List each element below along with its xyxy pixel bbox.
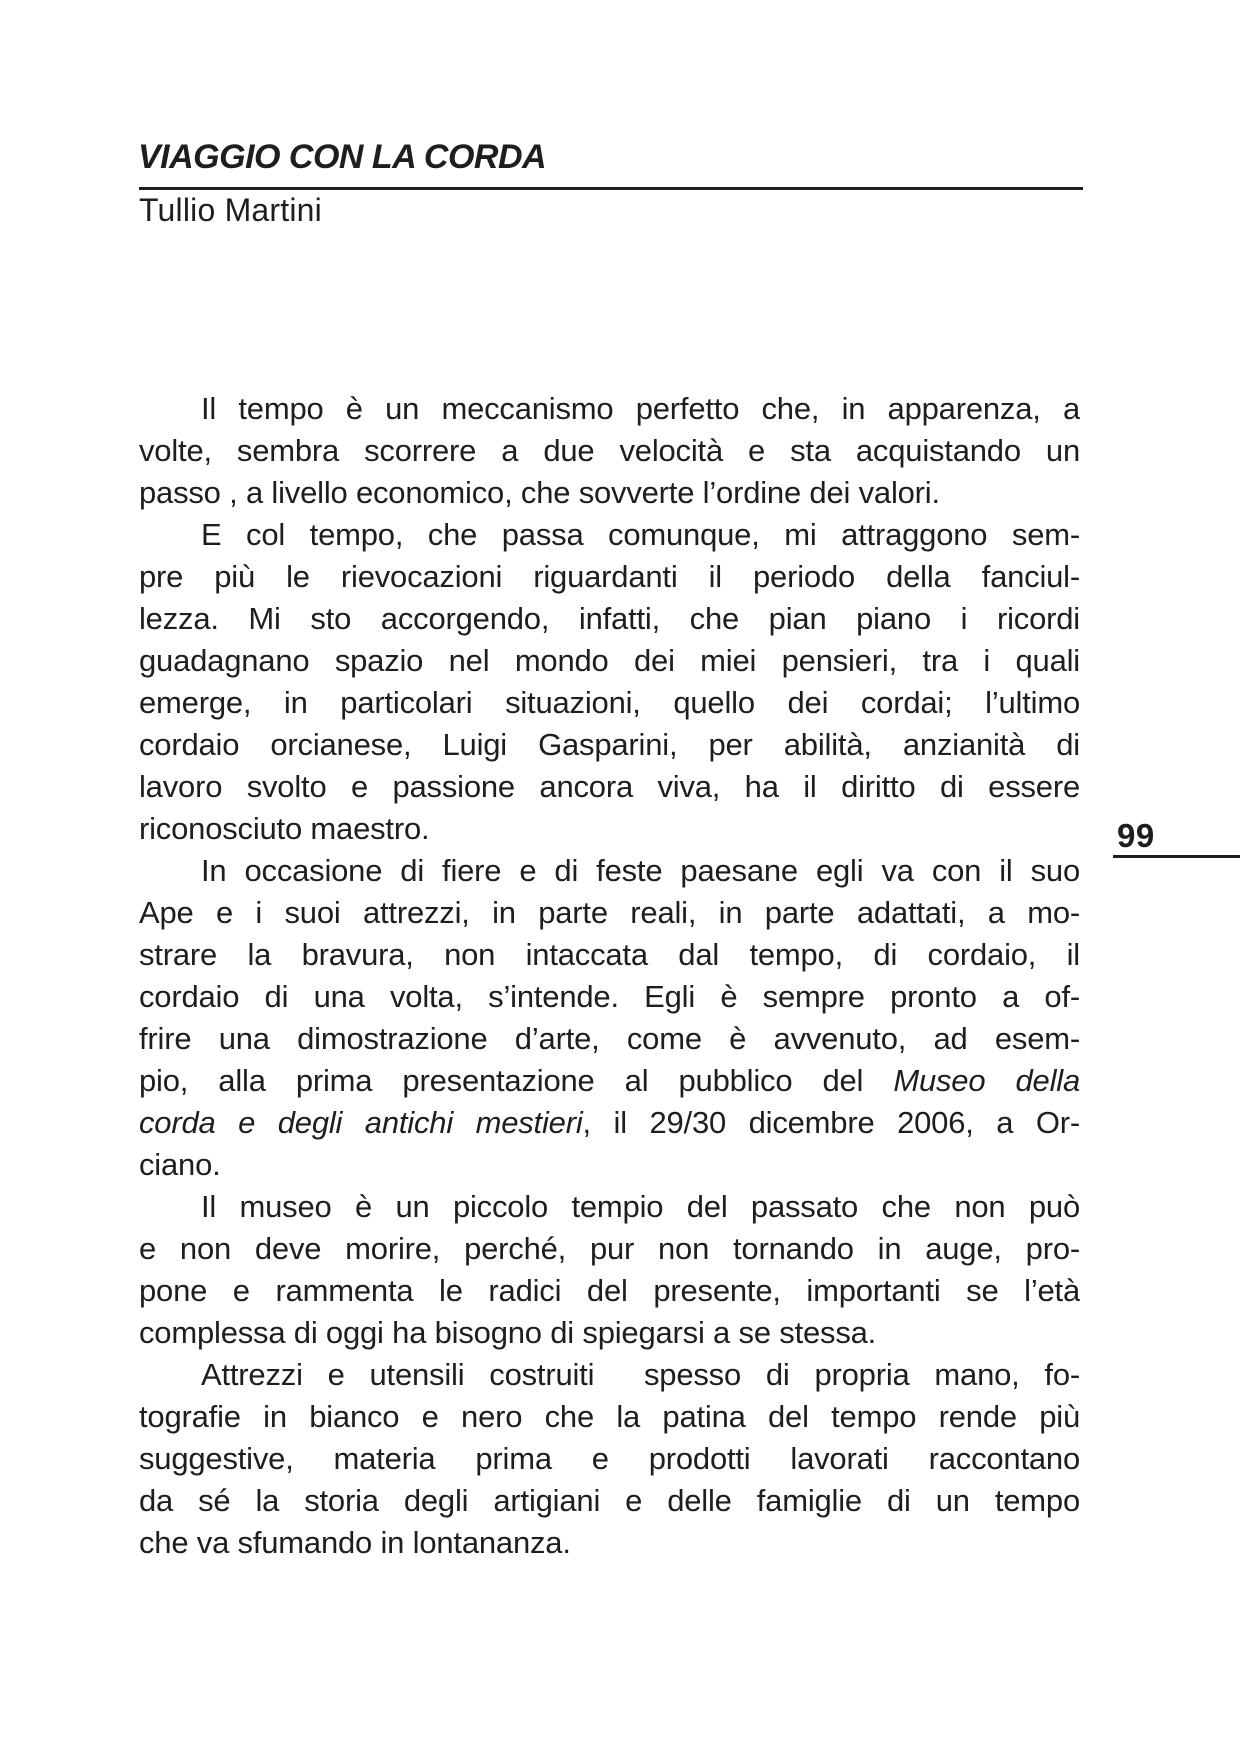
text-line	[139, 934, 1080, 976]
text-line	[139, 1144, 1080, 1186]
text-segment: tografie in bianco e nero che la patina del tempo rende più	[139, 1399, 1080, 1434]
text-line	[139, 1312, 1080, 1354]
text-line	[139, 808, 1080, 850]
page-number-divider	[1113, 855, 1240, 858]
text-segment: complessa di oggi ha bisogno di spiegarsi a se stessa.	[139, 1315, 877, 1350]
text-segment: Il tempo è un meccanismo perfetto che, in apparenza, a	[201, 391, 1080, 426]
text-line	[139, 388, 1080, 430]
article	[139, 388, 1080, 1564]
text-line	[139, 1018, 1080, 1060]
text-segment: ciano.	[139, 1147, 221, 1182]
text-line	[139, 1522, 1080, 1564]
text-line	[139, 640, 1080, 682]
title-divider	[139, 187, 1083, 190]
text-line	[139, 598, 1080, 640]
text-segment: pone e rammenta le radici del presente, importanti se l’età	[139, 1273, 1080, 1308]
text-line	[139, 724, 1080, 766]
text-segment: pre più le rievocazioni riguardanti il periodo della fanciul-	[139, 559, 1080, 594]
text-line	[139, 1102, 1080, 1144]
text-segment: lavoro svolto e passione ancora viva, ha il diritto di essere	[139, 769, 1080, 804]
text-line	[139, 1186, 1080, 1228]
text-line	[139, 1396, 1080, 1438]
text-segment: Ape e i suoi attrezzi, in parte reali, in parte adattati, a mo-	[139, 895, 1080, 930]
page-number: 99	[1117, 817, 1155, 854]
text-segment: e non deve morire, perché, pur non tornando in auge, pro-	[139, 1231, 1080, 1266]
page-number-block	[1113, 819, 1240, 858]
paragraph	[139, 1186, 1080, 1354]
text-line	[139, 766, 1080, 808]
text-segment: che va sfumando in lontananza.	[139, 1525, 571, 1560]
text-line	[139, 1270, 1080, 1312]
text-segment: lezza. Mi sto accorgendo, infatti, che pian piano i ricordi	[139, 601, 1080, 636]
text-line	[139, 556, 1080, 598]
text-segment: emerge, in particolari situazioni, quello dei cordai; l’ultimo	[139, 685, 1080, 720]
italic-text-segment: Museo della	[893, 1063, 1080, 1098]
text-line	[139, 430, 1080, 472]
text-segment: frire una dimostrazione d’arte, come è avvenuto, ad esem-	[139, 1021, 1080, 1056]
text-segment: passo , a livello economico, che sovverte l’ordine dei valori.	[139, 475, 940, 510]
italic-text-segment: corda e degli antichi mestieri	[139, 1105, 583, 1140]
text-line	[139, 850, 1080, 892]
text-segment: pio, alla prima presentazione al pubblico del	[139, 1063, 894, 1098]
paragraph	[139, 388, 1080, 514]
text-segment: Il museo è un piccolo tempio del passato che non può	[201, 1189, 1080, 1224]
text-line	[139, 1228, 1080, 1270]
text-segment: E col tempo, che passa comunque, mi attraggono sem-	[201, 517, 1080, 552]
paragraph	[139, 514, 1080, 850]
text-line	[139, 514, 1080, 556]
text-line	[139, 976, 1080, 1018]
text-segment: cordaio di una volta, s’intende. Egli è sempre pronto a of-	[139, 979, 1080, 1014]
text-line	[139, 1060, 1080, 1102]
text-line	[139, 1354, 1080, 1396]
text-segment: In occasione di fiere e di feste paesane egli va con il suo	[201, 853, 1080, 888]
text-segment: riconosciuto maestro.	[139, 811, 430, 846]
text-line	[139, 472, 1080, 514]
text-segment: Attrezzi e utensili costruiti spesso di propria mano, fo-	[201, 1357, 1080, 1392]
text-segment: da sé la storia degli artigiani e delle famiglie di un tempo	[139, 1483, 1080, 1518]
paragraph	[139, 850, 1080, 1186]
text-segment: , il 29/30 dicembre 2006, a Or-	[582, 1105, 1080, 1140]
author-name: Tullio Martini	[139, 192, 322, 228]
text-line	[139, 1438, 1080, 1480]
text-segment: cordaio orcianese, Luigi Gasparini, per abilità, anzianità di	[139, 727, 1080, 762]
chapter-title: VIAGGIO CON LA CORDA	[138, 138, 547, 176]
text-line	[139, 682, 1080, 724]
text-segment: guadagnano spazio nel mondo dei miei pensieri, tra i quali	[139, 643, 1080, 678]
text-line	[139, 1480, 1080, 1522]
text-segment: volte, sembra scorrere a due velocità e sta acquistando un	[139, 433, 1080, 468]
text-segment: suggestive, materia prima e prodotti lavorati raccontano	[139, 1441, 1080, 1476]
paragraph	[139, 1354, 1080, 1564]
text-segment: strare la bravura, non intaccata dal tempo, di cordaio, il	[139, 937, 1080, 972]
text-line	[139, 892, 1080, 934]
